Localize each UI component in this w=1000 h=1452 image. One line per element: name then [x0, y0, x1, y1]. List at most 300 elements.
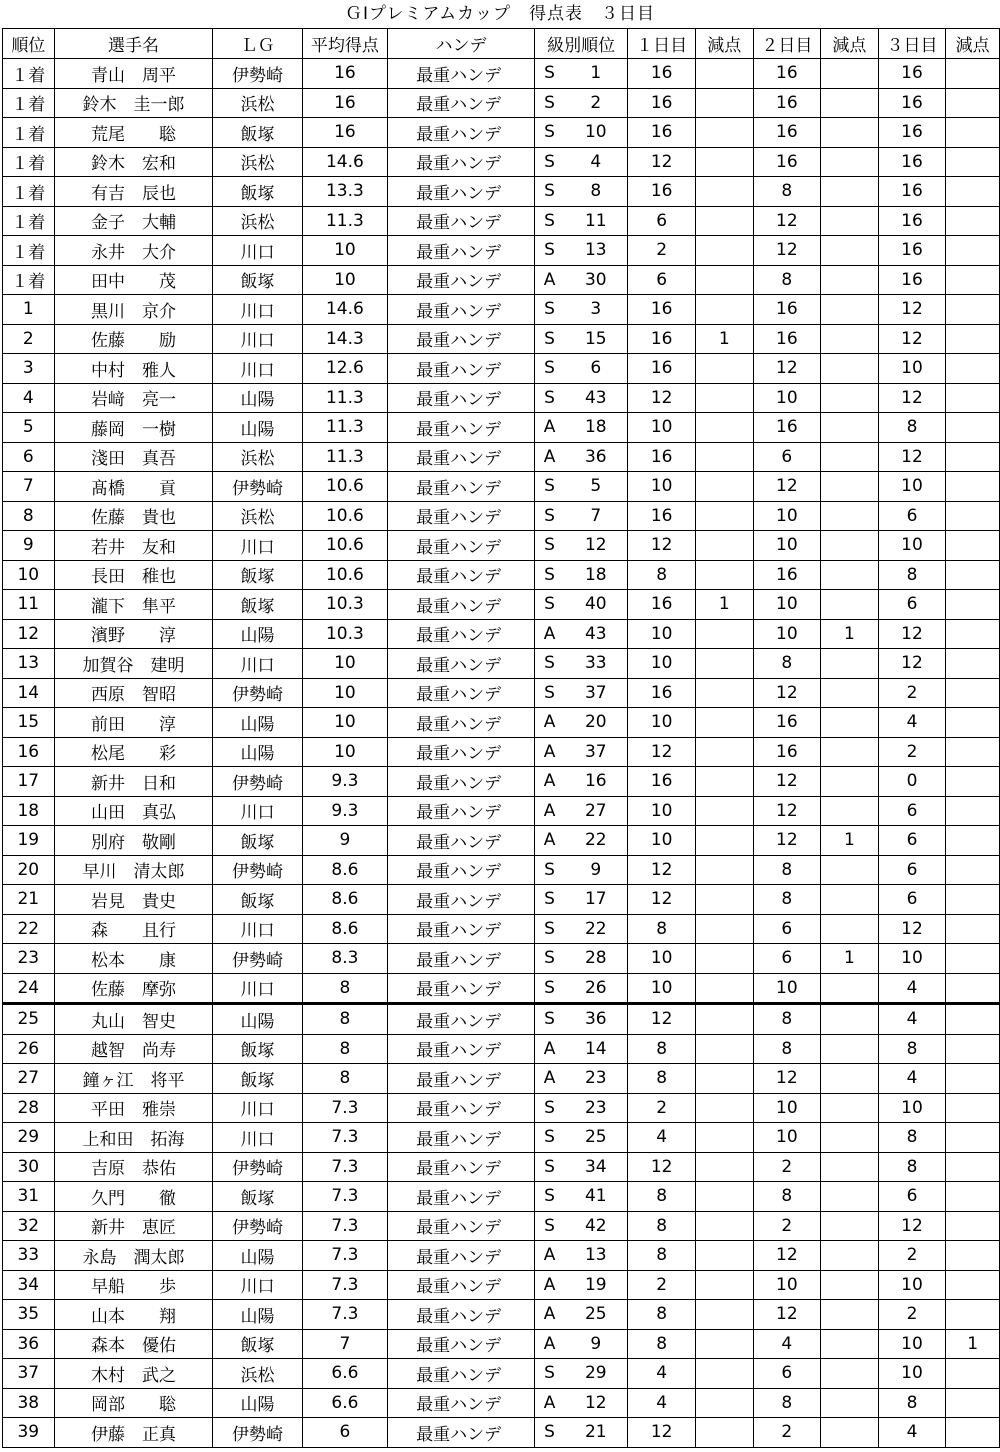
cell-class: S [534, 177, 564, 207]
cell-avg: 8.6 [302, 914, 388, 944]
cell-day2: 10 [753, 531, 821, 561]
cell-deduction1 [696, 354, 754, 384]
cell-deduction2 [821, 236, 879, 266]
cell-lg: 山陽 [213, 708, 302, 738]
cell-class: A [534, 619, 564, 649]
cell-handicap-prefix: 最 [388, 1093, 433, 1123]
cell-deduction2 [821, 885, 879, 915]
cell-deduction1 [696, 973, 754, 1004]
cell-class: S [534, 295, 564, 325]
table-row [3, 1241, 1000, 1271]
cell-handicap-label: 重ハンデ [433, 383, 534, 413]
cell-day1: 16 [628, 324, 696, 354]
cell-class: S [534, 1211, 564, 1241]
table-row [3, 1388, 1000, 1418]
cell-deduction2: 1 [821, 944, 879, 974]
cell-lg: 飯塚 [213, 1329, 302, 1359]
cell-handicap-prefix: 最 [388, 1241, 433, 1271]
cell-day2: 12 [753, 1064, 821, 1094]
cell-day1: 16 [628, 590, 696, 620]
cell-name: 新井 恵匠 [54, 1211, 213, 1241]
cell-day2: 16 [753, 59, 821, 89]
cell-day2: 16 [753, 147, 821, 177]
cell-class-rank: 14 [564, 1034, 628, 1064]
cell-day1: 12 [628, 1004, 696, 1035]
cell-deduction3 [946, 590, 1000, 620]
cell-name: 佐藤 摩弥 [54, 973, 213, 1004]
cell-handicap-label: 重ハンデ [433, 236, 534, 266]
cell-class: A [534, 767, 564, 797]
cell-day2: 12 [753, 206, 821, 236]
cell-day1: 16 [628, 354, 696, 384]
table-row [3, 1182, 1000, 1212]
cell-class: S [534, 88, 564, 118]
cell-day2: 12 [753, 1241, 821, 1271]
cell-day2: 10 [753, 1123, 821, 1153]
cell-handicap-label: 重ハンデ [433, 147, 534, 177]
cell-day3: 8 [878, 560, 946, 590]
cell-class-rank: 12 [564, 531, 628, 561]
cell-day3: 16 [878, 147, 946, 177]
cell-day3: 2 [878, 737, 946, 767]
cell-day1: 12 [628, 1418, 696, 1448]
cell-deduction2 [821, 442, 879, 472]
cell-day1: 10 [628, 413, 696, 443]
cell-name: 瀧下 隼平 [54, 590, 213, 620]
table-row [3, 590, 1000, 620]
cell-deduction3 [946, 826, 1000, 856]
cell-lg: 浜松 [213, 206, 302, 236]
cell-deduction1 [696, 206, 754, 236]
cell-deduction1 [696, 560, 754, 590]
cell-deduction2 [821, 147, 879, 177]
cell-lg: 山陽 [213, 1004, 302, 1035]
cell-deduction2 [821, 118, 879, 148]
cell-lg: 伊勢崎 [213, 678, 302, 708]
cell-deduction2 [821, 1359, 879, 1389]
cell-lg: 伊勢崎 [213, 767, 302, 797]
cell-day2: 12 [753, 472, 821, 502]
cell-day3: 0 [878, 767, 946, 797]
cell-day3: 16 [878, 236, 946, 266]
cell-deduction3 [946, 914, 1000, 944]
cell-lg: 川口 [213, 1123, 302, 1153]
cell-handicap-label: 重ハンデ [433, 1388, 534, 1418]
cell-name: 鈴木 宏和 [54, 147, 213, 177]
cell-avg: 10.6 [302, 560, 388, 590]
cell-name: 森本 優佑 [54, 1329, 213, 1359]
cell-avg: 14.6 [302, 295, 388, 325]
cell-day1: 8 [628, 1064, 696, 1094]
cell-lg: 川口 [213, 796, 302, 826]
cell-name: 荒尾 聡 [54, 118, 213, 148]
cell-handicap-label: 重ハンデ [433, 560, 534, 590]
cell-lg: 川口 [213, 236, 302, 266]
table-row [3, 914, 1000, 944]
cell-deduction1 [696, 914, 754, 944]
cell-deduction3 [946, 767, 1000, 797]
cell-handicap-prefix: 最 [388, 1418, 433, 1448]
table-row [3, 1034, 1000, 1064]
cell-rank: 10 [3, 560, 55, 590]
cell-name: 山本 翔 [54, 1300, 213, 1330]
cell-name: 山田 真弘 [54, 796, 213, 826]
cell-class: S [534, 1093, 564, 1123]
cell-lg: 川口 [213, 1270, 302, 1300]
cell-handicap-prefix: 最 [388, 1211, 433, 1241]
cell-name: 早船 歩 [54, 1270, 213, 1300]
cell-rank: 15 [3, 708, 55, 738]
cell-class: S [534, 1152, 564, 1182]
cell-name: 吉原 恭佑 [54, 1152, 213, 1182]
cell-avg: 10.6 [302, 472, 388, 502]
table-row [3, 678, 1000, 708]
cell-deduction2 [821, 177, 879, 207]
cell-day1: 16 [628, 59, 696, 89]
cell-handicap-prefix: 最 [388, 1182, 433, 1212]
cell-class-rank: 10 [564, 118, 628, 148]
cell-day2: 8 [753, 177, 821, 207]
cell-deduction3 [946, 1004, 1000, 1035]
cell-deduction1 [696, 501, 754, 531]
cell-avg: 9.3 [302, 767, 388, 797]
cell-day3: 10 [878, 944, 946, 974]
cell-lg: 飯塚 [213, 118, 302, 148]
cell-name: 岡部 聡 [54, 1388, 213, 1418]
table-row [3, 1329, 1000, 1359]
cell-rank: １着 [3, 147, 55, 177]
cell-deduction3: 1 [946, 1329, 1000, 1359]
cell-deduction3 [946, 619, 1000, 649]
cell-handicap-label: 重ハンデ [433, 442, 534, 472]
cell-deduction2 [821, 1388, 879, 1418]
cell-rank: 8 [3, 501, 55, 531]
cell-rank: 35 [3, 1300, 55, 1330]
score-table [2, 28, 1000, 1448]
cell-avg: 16 [302, 118, 388, 148]
cell-day2: 2 [753, 1211, 821, 1241]
cell-day2: 10 [753, 590, 821, 620]
cell-class: S [534, 206, 564, 236]
cell-name: 田中 茂 [54, 265, 213, 295]
cell-rank: 19 [3, 826, 55, 856]
cell-deduction1 [696, 1359, 754, 1389]
cell-rank: 16 [3, 737, 55, 767]
cell-deduction3 [946, 944, 1000, 974]
cell-deduction1 [696, 265, 754, 295]
cell-deduction1 [696, 1241, 754, 1271]
cell-deduction2 [821, 1418, 879, 1448]
cell-lg: 伊勢崎 [213, 1152, 302, 1182]
cell-class: S [534, 59, 564, 89]
cell-rank: 20 [3, 855, 55, 885]
header-ded3: 減点 [946, 29, 1000, 59]
cell-rank: 29 [3, 1123, 55, 1153]
cell-deduction1 [696, 1123, 754, 1153]
cell-rank: 12 [3, 619, 55, 649]
cell-deduction2 [821, 59, 879, 89]
cell-avg: 8 [302, 973, 388, 1004]
cell-deduction3 [946, 442, 1000, 472]
table-row [3, 147, 1000, 177]
cell-class-rank: 21 [564, 1418, 628, 1448]
cell-class: A [534, 1241, 564, 1271]
header-row [3, 29, 1000, 59]
cell-avg: 7.3 [302, 1152, 388, 1182]
cell-handicap-prefix: 最 [388, 1034, 433, 1064]
cell-handicap-label: 重ハンデ [433, 354, 534, 384]
cell-day1: 4 [628, 1123, 696, 1153]
cell-day1: 8 [628, 1034, 696, 1064]
cell-name: 久門 徹 [54, 1182, 213, 1212]
cell-class: S [534, 914, 564, 944]
cell-lg: 飯塚 [213, 1064, 302, 1094]
cell-deduction1 [696, 1418, 754, 1448]
cell-day1: 16 [628, 678, 696, 708]
cell-handicap-label: 重ハンデ [433, 206, 534, 236]
cell-class: S [534, 501, 564, 531]
cell-deduction3 [946, 1388, 1000, 1418]
cell-name: 鈴木 圭一郎 [54, 88, 213, 118]
cell-rank: 36 [3, 1329, 55, 1359]
cell-rank: 26 [3, 1034, 55, 1064]
cell-handicap-label: 重ハンデ [433, 590, 534, 620]
cell-class: S [534, 118, 564, 148]
cell-class: A [534, 1034, 564, 1064]
cell-deduction3 [946, 147, 1000, 177]
cell-deduction2: 1 [821, 826, 879, 856]
table-row [3, 383, 1000, 413]
cell-rank: 5 [3, 413, 55, 443]
cell-handicap-prefix: 最 [388, 1064, 433, 1094]
cell-rank: 27 [3, 1064, 55, 1094]
cell-rank: 23 [3, 944, 55, 974]
cell-day1: 12 [628, 531, 696, 561]
cell-day2: 6 [753, 944, 821, 974]
cell-day3: 6 [878, 501, 946, 531]
cell-deduction1 [696, 826, 754, 856]
cell-class: S [534, 354, 564, 384]
cell-day3: 10 [878, 1093, 946, 1123]
cell-handicap-label: 重ハンデ [433, 1418, 534, 1448]
table-row [3, 442, 1000, 472]
cell-rank: １着 [3, 88, 55, 118]
cell-day2: 16 [753, 413, 821, 443]
cell-class-rank: 42 [564, 1211, 628, 1241]
cell-day3: 4 [878, 1004, 946, 1035]
cell-handicap-label: 重ハンデ [433, 1004, 534, 1035]
header-ded1: 減点 [696, 29, 754, 59]
cell-handicap-prefix: 最 [388, 501, 433, 531]
cell-rank: １着 [3, 265, 55, 295]
cell-deduction3 [946, 649, 1000, 679]
cell-deduction1 [696, 147, 754, 177]
cell-name: 髙橋 貢 [54, 472, 213, 502]
cell-lg: 飯塚 [213, 1182, 302, 1212]
cell-deduction1 [696, 1034, 754, 1064]
cell-name: 中村 雅人 [54, 354, 213, 384]
cell-avg: 10 [302, 265, 388, 295]
table-row [3, 472, 1000, 502]
cell-lg: 伊勢崎 [213, 472, 302, 502]
cell-avg: 9 [302, 826, 388, 856]
cell-rank: 34 [3, 1270, 55, 1300]
cell-handicap-label: 重ハンデ [433, 1329, 534, 1359]
cell-rank: 38 [3, 1388, 55, 1418]
cell-handicap-prefix: 最 [388, 1300, 433, 1330]
cell-day2: 6 [753, 442, 821, 472]
cell-deduction1 [696, 737, 754, 767]
cell-class-rank: 22 [564, 826, 628, 856]
cell-lg: 浜松 [213, 88, 302, 118]
cell-class-rank: 22 [564, 914, 628, 944]
cell-handicap-label: 重ハンデ [433, 796, 534, 826]
cell-lg: 飯塚 [213, 826, 302, 856]
cell-day1: 16 [628, 501, 696, 531]
cell-class-rank: 26 [564, 973, 628, 1004]
cell-class-rank: 37 [564, 737, 628, 767]
cell-handicap-label: 重ハンデ [433, 177, 534, 207]
cell-deduction2 [821, 324, 879, 354]
cell-lg: 山陽 [213, 737, 302, 767]
cell-day2: 2 [753, 1152, 821, 1182]
cell-name: 有吉 辰也 [54, 177, 213, 207]
cell-day3: 6 [878, 1182, 946, 1212]
cell-class-rank: 3 [564, 295, 628, 325]
cell-avg: 7.3 [302, 1123, 388, 1153]
cell-deduction2 [821, 1329, 879, 1359]
cell-day1: 10 [628, 649, 696, 679]
cell-class-rank: 9 [564, 855, 628, 885]
cell-handicap-label: 重ハンデ [433, 1123, 534, 1153]
cell-handicap-prefix: 最 [388, 796, 433, 826]
cell-deduction3 [946, 1418, 1000, 1448]
cell-handicap-prefix: 最 [388, 383, 433, 413]
cell-avg: 8.6 [302, 885, 388, 915]
cell-deduction1 [696, 767, 754, 797]
cell-lg: 川口 [213, 354, 302, 384]
cell-lg: 山陽 [213, 619, 302, 649]
cell-class: A [534, 265, 564, 295]
cell-class: S [534, 472, 564, 502]
cell-class: S [534, 147, 564, 177]
table-row [3, 1300, 1000, 1330]
cell-class-rank: 13 [564, 236, 628, 266]
cell-name: 藤岡 一樹 [54, 413, 213, 443]
cell-avg: 6.6 [302, 1359, 388, 1389]
table-row [3, 1004, 1000, 1035]
cell-avg: 6 [302, 1418, 388, 1448]
cell-name: 佐藤 励 [54, 324, 213, 354]
cell-class: A [534, 442, 564, 472]
cell-day3: 16 [878, 59, 946, 89]
cell-name: 早川 清太郎 [54, 855, 213, 885]
table-row [3, 619, 1000, 649]
header-ded2: 減点 [821, 29, 879, 59]
cell-day1: 12 [628, 885, 696, 915]
cell-deduction2 [821, 1034, 879, 1064]
cell-avg: 16 [302, 59, 388, 89]
cell-handicap-prefix: 最 [388, 590, 433, 620]
cell-handicap-label: 重ハンデ [433, 1182, 534, 1212]
cell-handicap-prefix: 最 [388, 855, 433, 885]
cell-day2: 8 [753, 855, 821, 885]
cell-lg: 川口 [213, 649, 302, 679]
cell-day2: 12 [753, 826, 821, 856]
cell-class-rank: 23 [564, 1093, 628, 1123]
cell-handicap-label: 重ハンデ [433, 1093, 534, 1123]
cell-deduction3 [946, 1152, 1000, 1182]
cell-day1: 8 [628, 1241, 696, 1271]
cell-day3: 12 [878, 383, 946, 413]
cell-class: S [534, 1359, 564, 1389]
header-name: 選手名 [54, 29, 213, 59]
header-day1: １日目 [628, 29, 696, 59]
cell-avg: 10.3 [302, 590, 388, 620]
cell-day1: 10 [628, 973, 696, 1004]
cell-handicap-label: 重ハンデ [433, 855, 534, 885]
cell-class-rank: 13 [564, 1241, 628, 1271]
cell-avg: 10 [302, 678, 388, 708]
cell-class-rank: 33 [564, 649, 628, 679]
cell-handicap-label: 重ハンデ [433, 472, 534, 502]
header-rank: 順位 [3, 29, 55, 59]
cell-handicap-label: 重ハンデ [433, 1241, 534, 1271]
cell-handicap-label: 重ハンデ [433, 1211, 534, 1241]
cell-name: 新井 日和 [54, 767, 213, 797]
cell-day1: 2 [628, 1093, 696, 1123]
cell-day3: 10 [878, 354, 946, 384]
cell-handicap-label: 重ハンデ [433, 265, 534, 295]
cell-deduction1 [696, 855, 754, 885]
cell-day2: 16 [753, 118, 821, 148]
cell-class-rank: 37 [564, 678, 628, 708]
cell-lg: 川口 [213, 531, 302, 561]
cell-handicap-prefix: 最 [388, 147, 433, 177]
cell-deduction3 [946, 354, 1000, 384]
cell-handicap-label: 重ハンデ [433, 501, 534, 531]
cell-handicap-prefix: 最 [388, 619, 433, 649]
cell-rank: 6 [3, 442, 55, 472]
cell-deduction1 [696, 442, 754, 472]
cell-day2: 16 [753, 324, 821, 354]
cell-day1: 8 [628, 914, 696, 944]
cell-handicap-prefix: 最 [388, 914, 433, 944]
cell-deduction1: 1 [696, 590, 754, 620]
cell-class-rank: 4 [564, 147, 628, 177]
cell-class-rank: 15 [564, 324, 628, 354]
cell-day2: 16 [753, 708, 821, 738]
cell-avg: 7.3 [302, 1093, 388, 1123]
cell-rank: 2 [3, 324, 55, 354]
cell-deduction3 [946, 973, 1000, 1004]
cell-day3: 8 [878, 1123, 946, 1153]
cell-name: 越智 尚寿 [54, 1034, 213, 1064]
cell-handicap-label: 重ハンデ [433, 885, 534, 915]
cell-class-rank: 27 [564, 796, 628, 826]
cell-day3: 16 [878, 118, 946, 148]
cell-day2: 8 [753, 265, 821, 295]
cell-class: S [534, 1418, 564, 1448]
cell-class: A [534, 1329, 564, 1359]
cell-avg: 11.3 [302, 206, 388, 236]
cell-avg: 6.6 [302, 1388, 388, 1418]
cell-rank: 4 [3, 383, 55, 413]
cell-day3: 10 [878, 1329, 946, 1359]
cell-handicap-prefix: 最 [388, 708, 433, 738]
cell-class: S [534, 383, 564, 413]
cell-day1: 4 [628, 1359, 696, 1389]
